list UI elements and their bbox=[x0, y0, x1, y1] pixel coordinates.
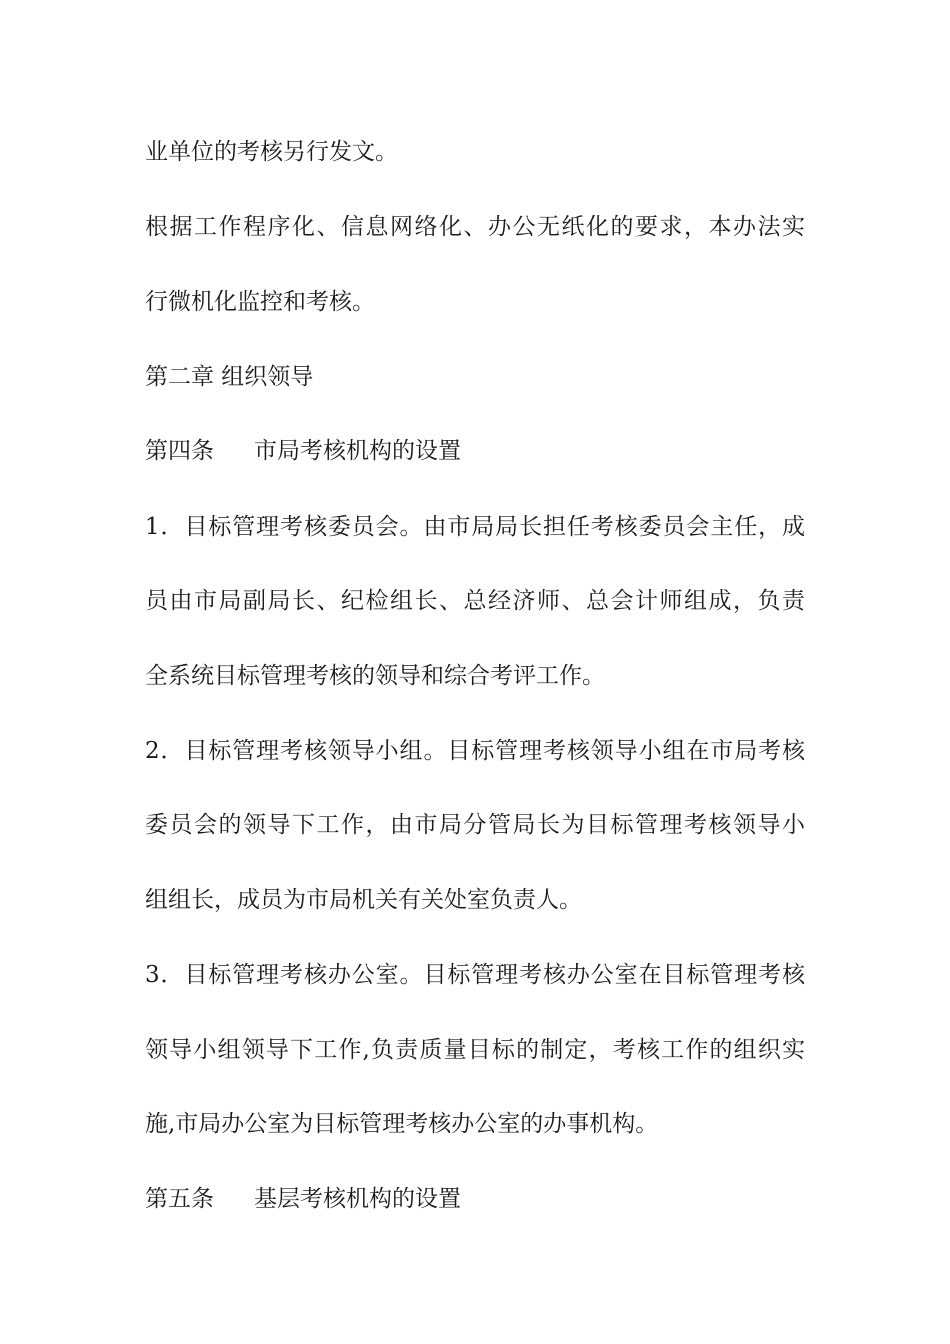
text-line: 全系统目标管理考核的领导和综合考评工作。 bbox=[145, 663, 605, 689]
text-line: 3．目标管理考核办公室。目标管理考核办公室在目标管理考核 bbox=[145, 962, 805, 988]
text-line: 根据工作程序化、信息网络化、办公无纸化的要求，本办法实 bbox=[145, 214, 805, 240]
article-number: 第五条 bbox=[145, 1186, 214, 1212]
text-line: 2．目标管理考核领导小组。目标管理考核领导小组在市局考核 bbox=[145, 738, 805, 764]
text-line: 领导小组领导下工作,负责质量目标的制定，考核工作的组织实 bbox=[145, 1037, 805, 1063]
text-line: 员由市局副局长、纪检组长、总经济师、总会计师组成，负责 bbox=[145, 588, 805, 614]
article-heading bbox=[145, 436, 461, 466]
article-number: 第四条 bbox=[145, 438, 214, 464]
chapter-heading: 第二章 组织领导 bbox=[145, 364, 314, 390]
text-line: 施,市局办公室为目标管理考核办公室的办事机构。 bbox=[145, 1111, 659, 1137]
article-title: 市局考核机构的设置 bbox=[254, 438, 461, 464]
text-line: 组组长，成员为市局机关有关处室负责人。 bbox=[145, 887, 582, 913]
text-line: 业单位的考核另行发文。 bbox=[145, 139, 398, 165]
article-title: 基层考核机构的设置 bbox=[254, 1186, 461, 1212]
text-line: 行微机化监控和考核。 bbox=[145, 289, 375, 315]
text-line: 委员会的领导下工作，由市局分管局长为目标管理考核领导小 bbox=[145, 812, 805, 838]
article-heading bbox=[145, 1184, 461, 1214]
text-line: 1．目标管理考核委员会。由市局局长担任考核委员会主任，成 bbox=[145, 514, 805, 540]
